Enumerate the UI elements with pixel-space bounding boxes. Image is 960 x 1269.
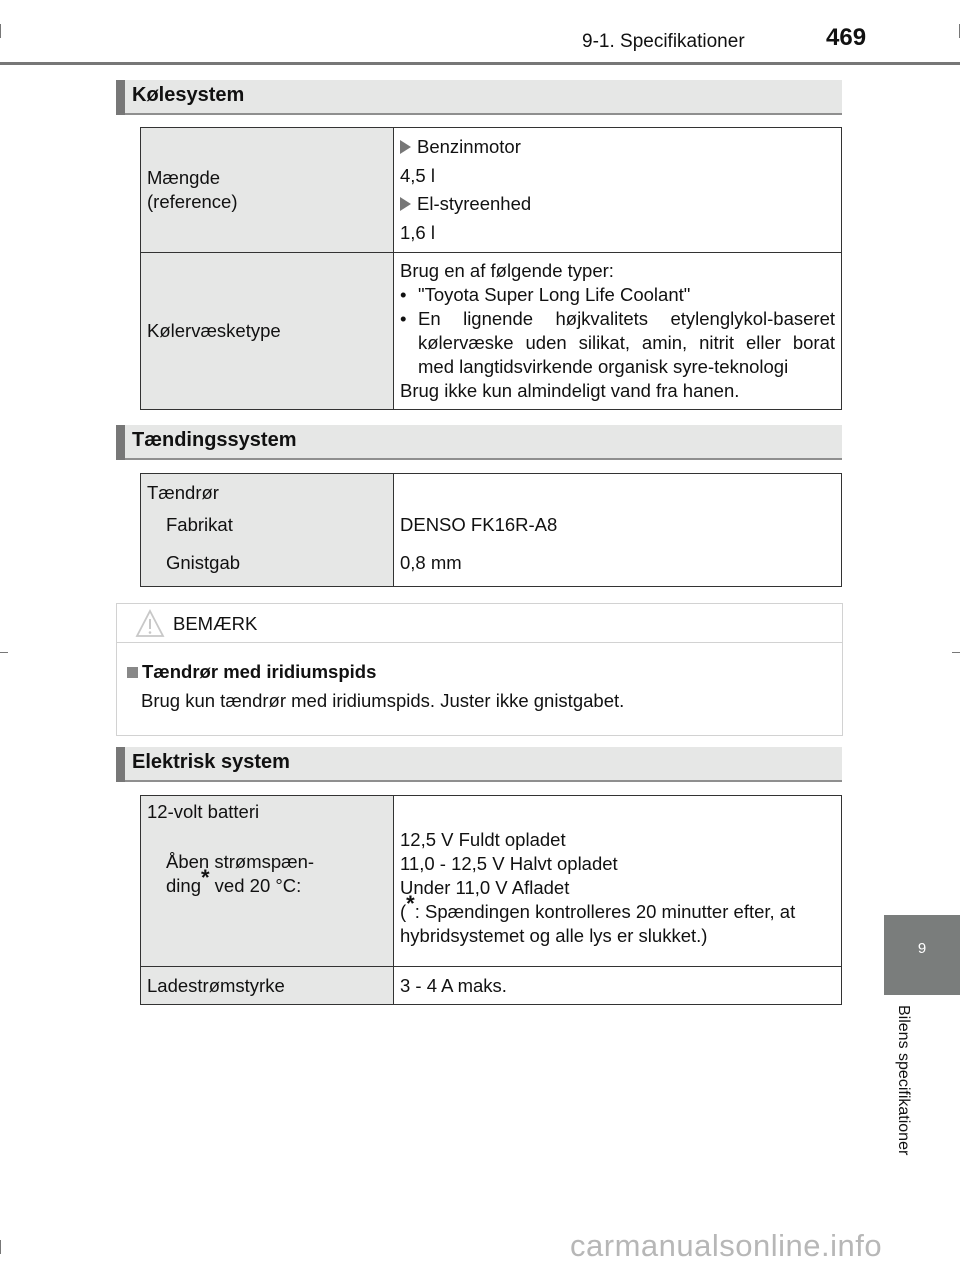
table-cell-label: [141, 474, 394, 587]
triangle-marker-icon: [400, 140, 411, 154]
quantity-label-line-2: (reference): [147, 191, 238, 212]
table-row: [141, 253, 842, 410]
table-row: [141, 796, 842, 967]
ignition-table: [140, 473, 842, 587]
table-cell-value: [394, 128, 842, 253]
crop-mark: [0, 24, 1, 38]
table-row: [141, 128, 842, 253]
electrical-heading-text: Elektrisk system: [132, 751, 290, 773]
cooling-heading: [116, 80, 842, 115]
charge-value: 3 - 4 A maks.: [394, 967, 842, 1005]
voltage-label-line-2b: ved 20 °C:: [209, 875, 302, 896]
crop-mark: [0, 1240, 1, 1254]
ignition-heading-text: Tændingssystem: [132, 429, 297, 451]
charge-label: Ladestrømstyrke: [141, 967, 394, 1005]
electrical-table: [140, 795, 842, 1005]
voltage-label: [147, 850, 387, 898]
crop-mark: [952, 652, 960, 653]
electrical-heading: [116, 747, 842, 782]
voltage-value-empty: Under 11,0 V Afladet: [400, 877, 570, 898]
table-cell-label: [141, 128, 394, 253]
voltage-footnote: [400, 890, 835, 948]
watermark: carmanualsonline.info: [570, 1228, 883, 1263]
coolant-intro: Brug en af følgende typer:: [400, 260, 614, 281]
voltage-label-line-1: Åben strømspæn-: [166, 851, 315, 872]
page-number: 469: [826, 24, 867, 51]
chapter-number: 9: [917, 940, 927, 957]
table-cell-label: [141, 796, 394, 967]
triangle-marker-icon: [400, 197, 411, 211]
warning-triangle-icon: [135, 609, 165, 639]
notice-box: [116, 603, 843, 736]
coolant-bullet-2: • En lignende højkvalitets etylenglykol-baseret kølervæske uden silikat, amin, nitrit eller borat med langtidsvirkende organisk syre-teknologi: [400, 307, 835, 379]
header-rule: [0, 62, 960, 65]
coolant-outro: Brug ikke kun almindeligt vand fra hanen.: [400, 380, 740, 401]
battery-label: 12-volt batteri: [147, 801, 260, 822]
manufacturer-value: DENSO FK16R-A8: [400, 514, 558, 535]
chapter-title-text: Bilens specifikationer: [895, 1005, 912, 1156]
gap-label: Gnistgab: [166, 552, 241, 573]
chapter-title: [884, 1005, 924, 1190]
voltage-value-half: 11,0 - 12,5 V Halvt opladet: [400, 853, 618, 874]
engine-value: 4,5 l: [400, 164, 435, 186]
asterisk-mark: *: [406, 890, 415, 916]
ignition-heading: [116, 425, 842, 460]
spark-plug-label: Tændrør: [147, 482, 219, 503]
coolant-type-label: Kølervæsketype: [141, 253, 394, 410]
table-cell-value: [394, 253, 842, 410]
gap-value: 0,8 mm: [400, 552, 462, 573]
table-cell-value: [394, 796, 842, 967]
engine-label: Benzinmotor: [417, 136, 521, 157]
footnote-paren: (: [400, 901, 407, 922]
table-row: [141, 967, 842, 1005]
table-cell-value: [394, 474, 842, 587]
coolant-bullet-1: • "Toyota Super Long Life Coolant": [400, 283, 835, 307]
notice-title: BEMÆRK: [173, 613, 258, 634]
section-title: 9-1. Specifikationer: [582, 31, 745, 52]
unit-value: 1,6 l: [400, 221, 435, 243]
notice-header: [117, 604, 842, 643]
unit-label: El-styreenhed: [417, 193, 532, 214]
manufacturer-label: Fabrikat: [166, 514, 233, 535]
cooling-heading-text: Kølesystem: [132, 84, 245, 106]
chapter-tab: [884, 915, 960, 995]
table-row: [141, 474, 842, 587]
notice-subtitle-text: Tændrør med iridiumspids: [142, 661, 377, 682]
square-bullet-icon: [127, 667, 138, 678]
footnote-text: : Spændingen kontrolleres 20 minutter efter, at hybridsystemet og alle lys er slukket.): [400, 901, 796, 946]
voltage-label-line-2a: ding: [166, 875, 201, 896]
crop-mark: [0, 652, 8, 653]
quantity-label-line-1: Mængde: [147, 167, 221, 188]
voltage-value-full: 12,5 V Fuldt opladet: [400, 829, 566, 850]
cooling-table: [140, 127, 842, 410]
notice-subtitle: [127, 661, 376, 683]
notice-text: Brug kun tændrør med iridiumspids. Juster ikke gnistgabet.: [141, 690, 625, 711]
asterisk-mark: *: [200, 864, 210, 890]
